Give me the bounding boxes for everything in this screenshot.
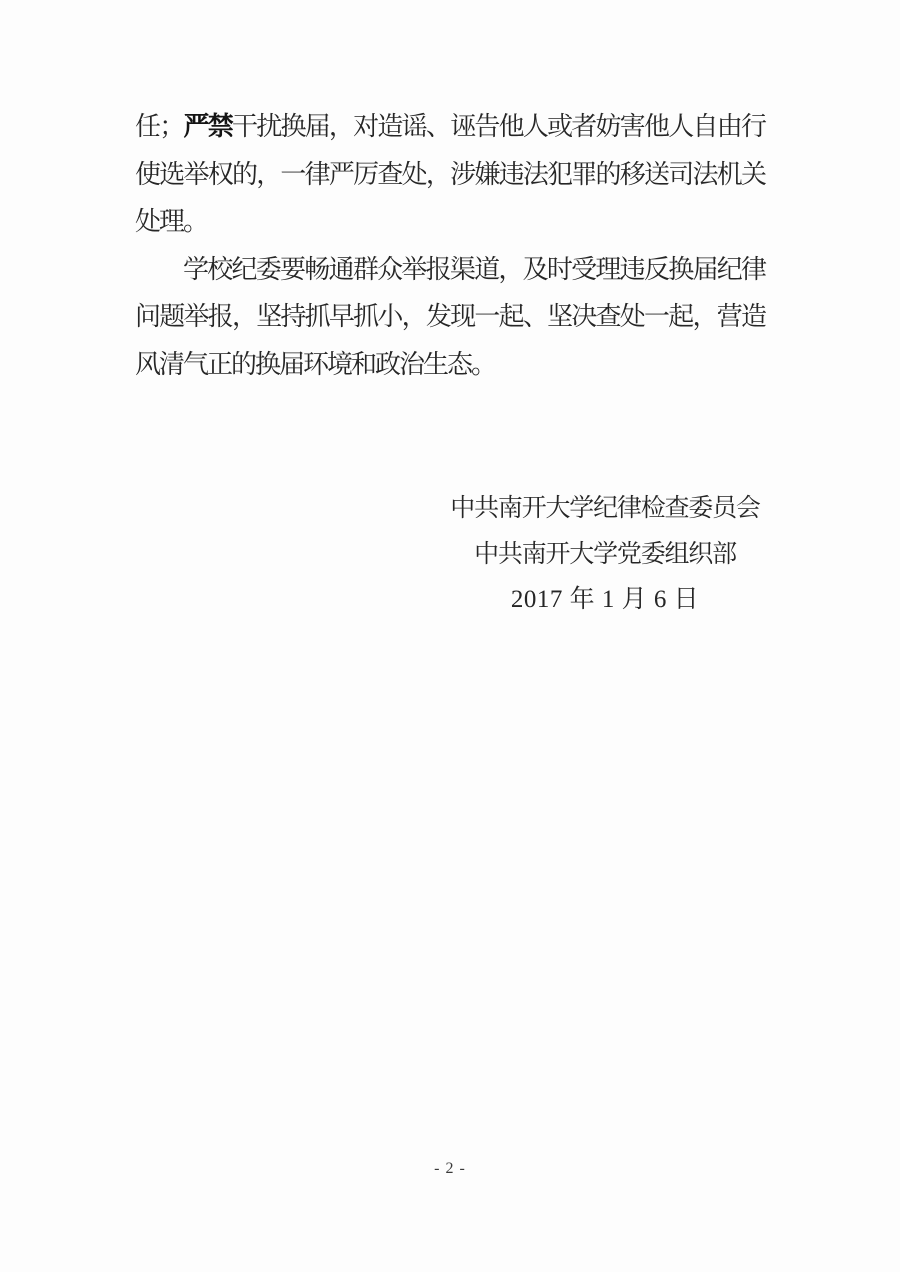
p1-line1-pre: 任； (135, 112, 184, 141)
signature-org-1: 中共南开大学纪律检查委员会 (450, 495, 760, 522)
paragraph-1 (135, 103, 765, 246)
paragraph-2 (135, 246, 765, 389)
p1-line-1 (135, 103, 765, 151)
p2-line-1: 学校纪委要畅通群众举报渠道，及时受理违反换届纪律 (183, 254, 765, 284)
body-text (135, 103, 765, 388)
page-number: - 2 - (434, 1160, 466, 1177)
p1-line1-rest: 干扰换届，对造谣、诬告他人或者妨害他人自由行 (231, 112, 765, 141)
p2-line-3: 风清气正的换届环境和政治生态。 (135, 349, 496, 379)
p1-line-2: 使选举权的，一律严厉查处，涉嫌违法犯罪的移送司法机关 (135, 159, 765, 189)
p2-line-2: 问题举报，坚持抓早抓小，发现一起、坚决查处一起，营造 (135, 302, 765, 331)
signature-block (310, 486, 900, 623)
signature-org-2: 中共南开大学党委组织部 (474, 540, 736, 568)
signature-date: 2017 年 1 月 6 日 (510, 586, 700, 613)
p1-line-3: 处理。 (135, 207, 208, 236)
p1-line1-emphasis: 严禁 (183, 112, 232, 141)
